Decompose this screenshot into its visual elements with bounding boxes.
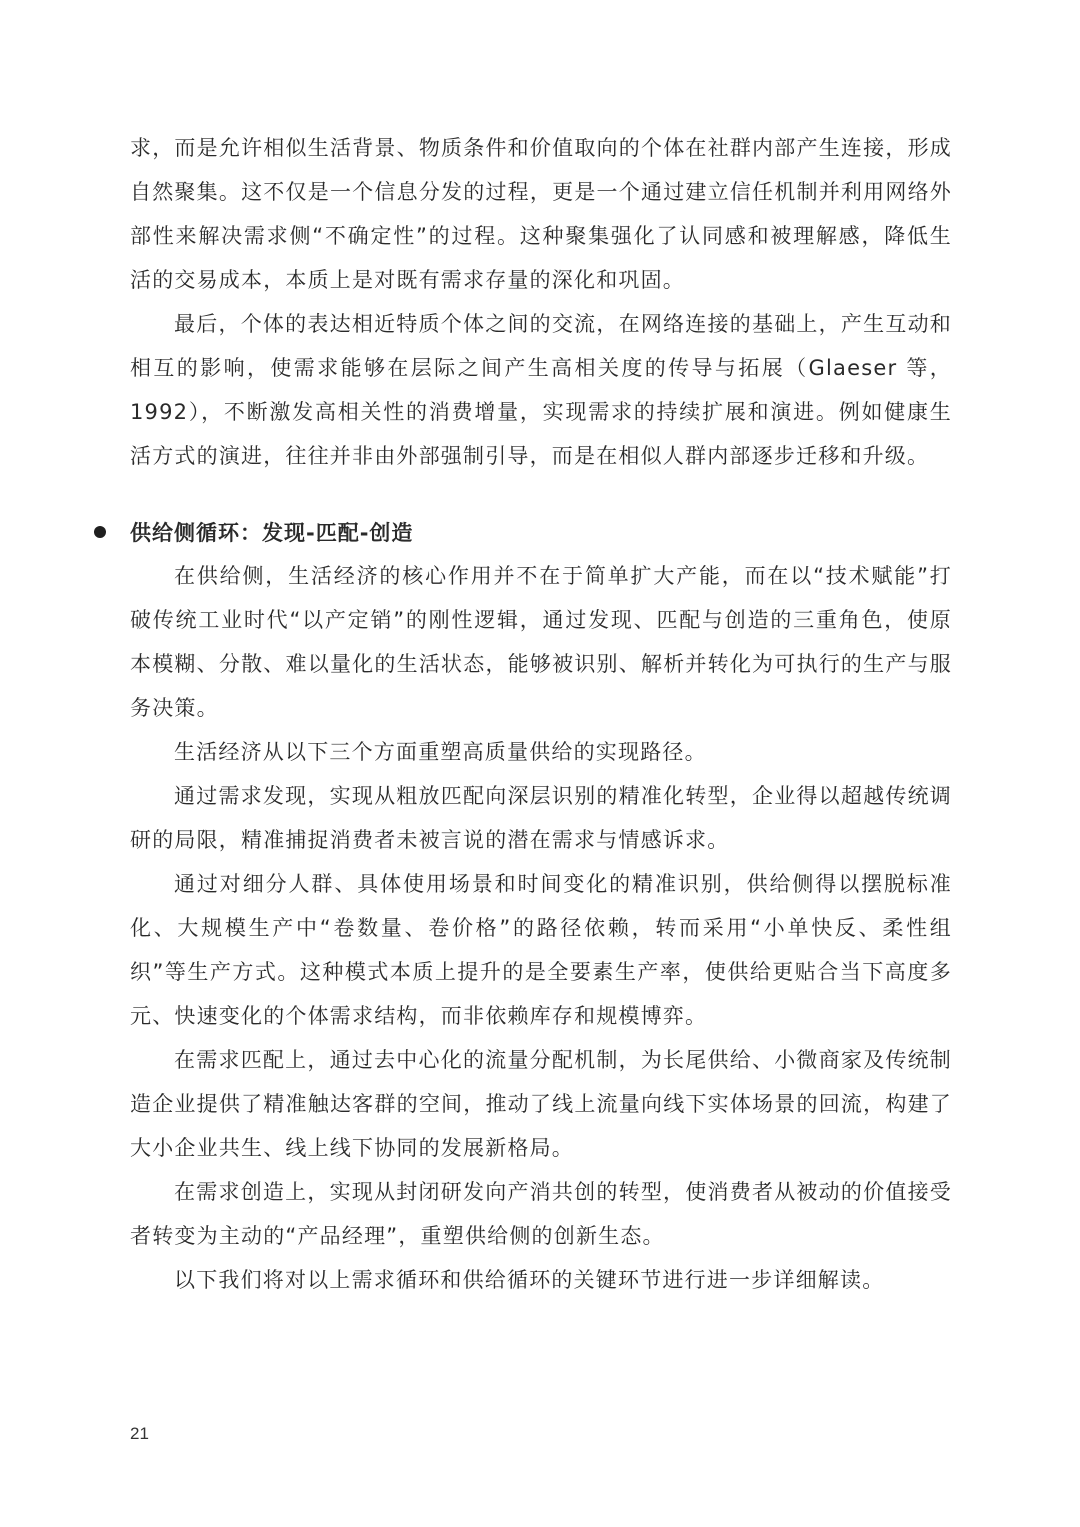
paragraph-three-aspects: 生活经济从以下三个方面重塑高质量供给的实现路径。 — [174, 740, 707, 764]
paragraph-supply-side-role: 在供给侧，生活经济的核心作用并不在于简单扩大产能，而在以“技术赋能”打破传统工业时代“以产定销”的刚性逻辑，通过发现、匹配与创造的三重角色，使原本模糊、分散、难以量化的生活状态，能够被识别、解析并转化为可执行的生产与服务决策。 — [130, 564, 952, 720]
paragraph-demand-discovery: 通过需求发现，实现从粗放匹配向深层识别的精准化转型，企业得以超越传统调研的局限，精准捕捉消费者未被言说的潜在需求与情感诉求。 — [130, 784, 952, 852]
paragraph-continuation: 求，而是允许相似生活背景、物质条件和价值取向的个体在社群内部产生连接，形成自然聚集。这不仅是一个信息分发的过程，更是一个通过建立信任机制并利用网络外部性来解决需求侧“不确定性”的过程。这种聚集强化了认同感和被理解感，降低生活的交易成本，本质上是对既有需求存量的深化和巩固。 — [130, 136, 952, 292]
paragraph-demand-creation: 在需求创造上，实现从封闭研发向产消共创的转型，使消费者从被动的价值接受者转变为主动的“产品经理”，重塑供给侧的创新生态。 — [130, 1180, 952, 1248]
paragraph-closing: 以下我们将对以上需求循环和供给循环的关键环节进行进一步详细解读。 — [174, 1268, 885, 1292]
page-number: 21 — [130, 1424, 149, 1443]
paragraph-precise-identification: 通过对细分人群、具体使用场景和时间变化的精准识别，供给侧得以摆脱标准化、大规模生产中“卷数量、卷价格”的路径依赖，转而采用“小单快反、柔性组织”等生产方式。这种模式本质上提升的是全要素生产率，使供给更贴合当下高度多元、快速变化的个体需求结构，而非依赖库存和规模博弈。 — [130, 872, 952, 1028]
paragraph-network-interaction: 最后，个体的表达相近特质个体之间的交流，在网络连接的基础上，产生互动和相互的影响，使需求能够在层际之间产生高相关度的传导与拓展（Glaeser 等，1992），不断激发高相关性的消费增量，实现需求的持续扩展和演进。例如健康生活方式的演进，往往并非由外部强制引导，而是在相似人群内部逐步迁移和升级。 — [130, 312, 952, 468]
section-heading — [94, 510, 952, 554]
page-body — [130, 126, 952, 1302]
section-heading-text: 供给侧循环：发现-匹配-创造 — [130, 521, 414, 545]
paragraph-demand-matching: 在需求匹配上，通过去中心化的流量分配机制，为长尾供给、小微商家及传统制造企业提供了精准触达客群的空间，推动了线上流量向线下实体场景的回流，构建了大小企业共生、线上线下协同的发展新格局。 — [130, 1048, 952, 1160]
bullet-icon — [94, 526, 106, 538]
